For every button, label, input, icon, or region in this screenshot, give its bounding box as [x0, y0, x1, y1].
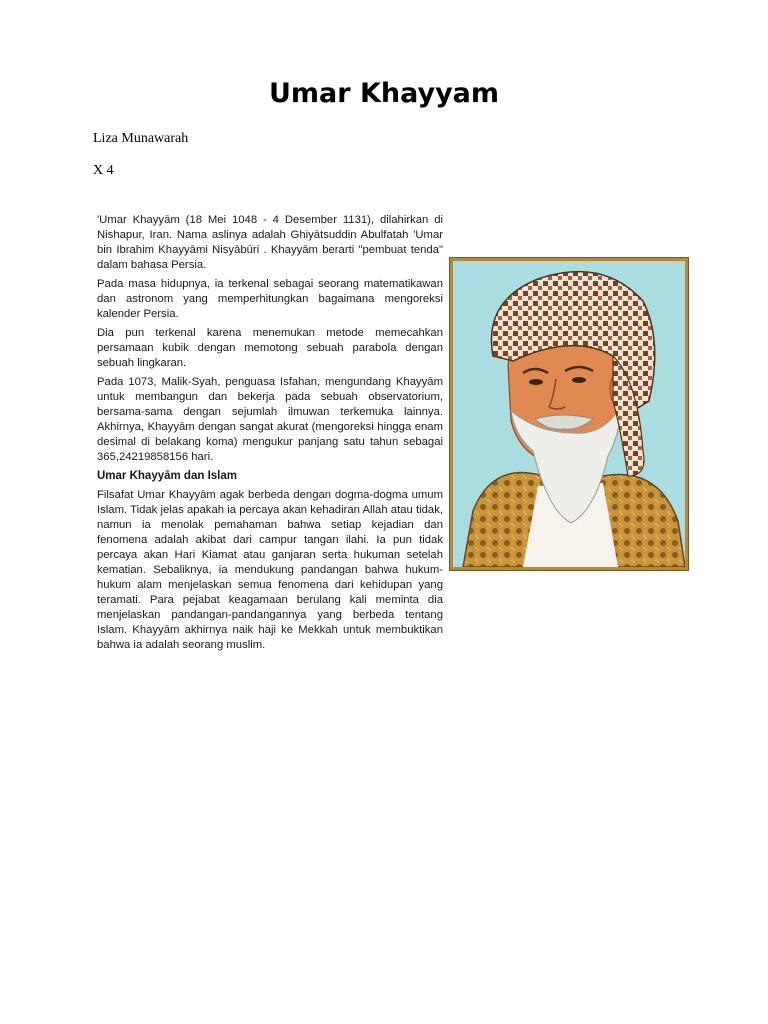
author-name: Liza Munawarah [93, 131, 189, 146]
paragraph-cubic: Dia pun terkenal karena menemukan metode memecahkan persamaan kubik dengan memotong sebuah parabola dengan sebuah lingkaran. [97, 327, 443, 369]
section-heading: Umar Khayyām dan Islam [97, 470, 237, 482]
document-title: Umar Khayyam [268, 78, 500, 109]
article-body [97, 213, 443, 657]
portrait-image [450, 258, 688, 570]
class-label: X 4 [93, 163, 114, 178]
portrait-illustration [453, 261, 685, 567]
paragraph-career: Pada masa hidupnya, ia terkenal sebagai seorang matematikawan dan astronom yang memperhitungkan bagaimana mengoreksi kalender Persia. [97, 278, 443, 320]
paragraph-observatory: Pada 1073, Malik-Syah, penguasa Isfahan, mengundang Khayyām untuk membangun dan bekerja pada sebuah observatorium, bersama-sama dengan sejumlah ilmuwan terkemuka lainnya. Akhirnya, Khayyām dengan sangat akurat (mengoreksi hingga enam desimal di belakang koma) mengukur panjang satu tahun sebagai 365,24219858156 hari. [97, 376, 443, 463]
paragraph-islam: Filsafat Umar Khayyām agak berbeda dengan dogma-dogma umum Islam. Tidak jelas apakah ia percaya akan kehadiran Allah atau tidak, namun ia menolak pemahaman bahwa setiap kejadian dan fenomena adalah akibat dari campur tangan ilahi. Ia pun tidak percaya akan Hari Kiamat atau ganjaran serta hukuman setelah kematian. Sebaliknya, ia mendukung pandangan bahwa hukum-hukum alam menjelaskan semua fenomena dari kehidupan yang teramati. Para pejabat keagamaan berulang kali meminta dia menjelaskan pandangan-pandangannya yang berbeda tentang Islam. Khayyām akhirnya naik haji ke Mekkah untuk membuktikan bahwa ia adalah seorang muslim. [97, 489, 443, 651]
paragraph-intro: 'Umar Khayyām (18 Mei 1048 - 4 Desember 1131), dilahirkan di Nishapur, Iran. Nama aslinya adalah Ghiyātsuddin Abulfatah 'Umar bin Ibrahim Khayyāmi Nisyābūri . Khayyām berarti "pembuat tenda" dalam bahasa Persia. [97, 214, 443, 271]
